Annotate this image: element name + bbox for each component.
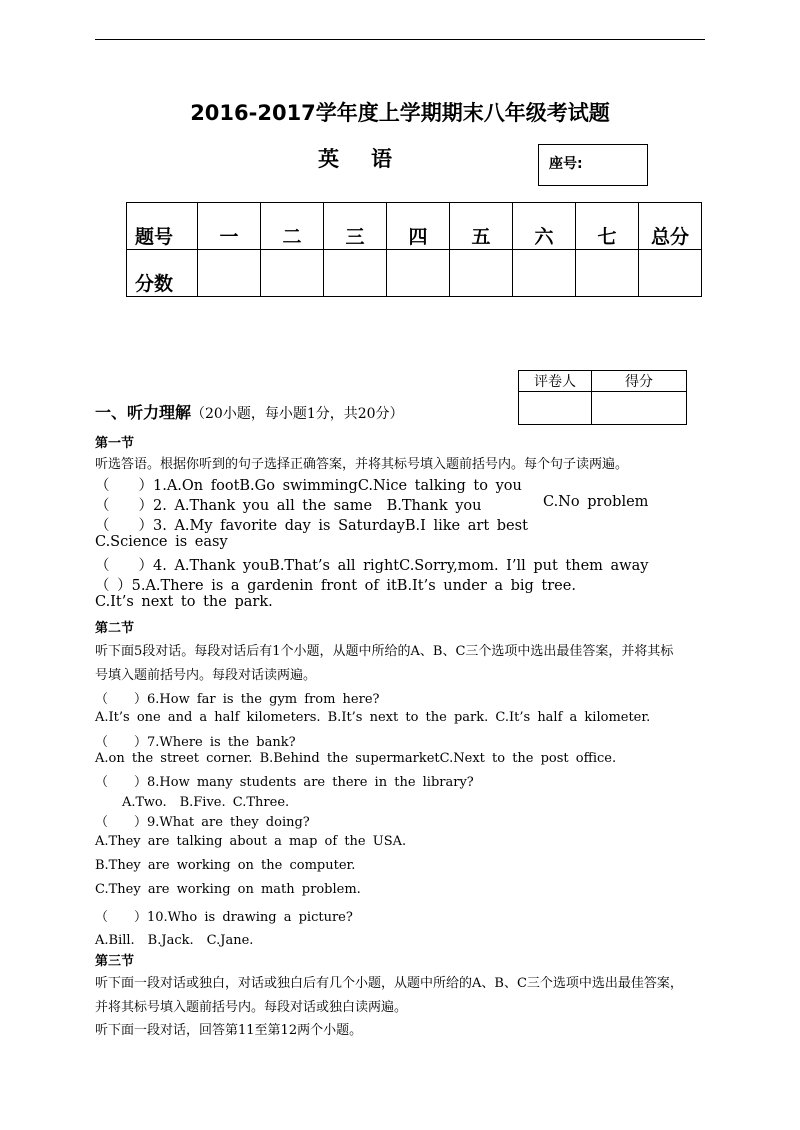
option-line: B.They are working on the computer. <box>95 858 356 873</box>
part2-instruction: 号填入题前括号内。每段对话读两遍。 <box>95 668 317 683</box>
option-line: A.Bill. B.Jack. C.Jane. <box>95 933 254 948</box>
part3-instruction: 听下面一段对话或独白，对话或独白后有几个小题，从题中所给的A、B、C三个选项中选出最佳答案， <box>95 976 683 991</box>
score-table-score-row <box>127 250 702 297</box>
score-header-cell: 二 <box>261 203 324 250</box>
part1-heading: 第一节 <box>95 436 135 451</box>
option-line: C.No problem <box>543 494 649 510</box>
part3-heading: 第三节 <box>95 954 135 969</box>
option-line: A.They are talking about a map of the USA. <box>95 834 407 849</box>
points-header: 得分 <box>592 371 687 392</box>
points-cell[interactable] <box>592 392 687 425</box>
score-header-cell: 一 <box>198 203 261 250</box>
score-cell[interactable] <box>576 250 639 297</box>
score-header-cell: 七 <box>576 203 639 250</box>
score-header-cell: 四 <box>387 203 450 250</box>
question-line: （ ）9.What are they doing? <box>95 815 310 830</box>
question-line: （ ）6.How far is the gym from here? <box>95 692 380 707</box>
question-line: （ ）10.Who is drawing a picture? <box>95 910 353 925</box>
question-line: （ ）5.A.There is a gardenin front of itB.It’s under a big tree. <box>95 578 576 594</box>
score-cell[interactable] <box>324 250 387 297</box>
question-line: （ ）3. A.My favorite day is SaturdayB.I like art best <box>95 518 528 534</box>
score-cell[interactable] <box>450 250 513 297</box>
score-table-header-row <box>127 203 702 250</box>
question-line: （ ）7.Where is the bank? <box>95 735 296 750</box>
section-heading <box>95 400 404 423</box>
question-line: （ ）4. A.Thank youB.That’s all rightC.Sorry,mom. I’ll put them away <box>95 558 649 574</box>
score-cell[interactable] <box>198 250 261 297</box>
option-line: A.Two. B.Five. C.Three. <box>122 795 290 810</box>
exam-title: 2016-2017学年度上学期期末八年级考试题 <box>190 101 610 125</box>
section-note: （20小题，每小题1分，共20分） <box>191 406 404 422</box>
question-line: （ ）8.How many students are there in the library? <box>95 775 474 790</box>
option-line: C.They are working on math problem. <box>95 882 361 897</box>
option-line: A.on the street corner. B.Behind the supermarketC.Next to the post office. <box>95 751 617 766</box>
score-row-label: 分数 <box>127 250 198 297</box>
part1-instruction: 听选答语。根据你听到的句子选择正确答案，并将其标号填入题前括号内。每个句子读两遍。 <box>95 457 629 472</box>
score-header-cell: 六 <box>513 203 576 250</box>
score-cell[interactable] <box>261 250 324 297</box>
score-cell[interactable] <box>387 250 450 297</box>
part3-instruction: 听下面一段对话，回答第11至第12两个小题。 <box>95 1023 363 1038</box>
score-header-cell: 题号 <box>127 203 198 250</box>
grader-cell[interactable] <box>519 392 592 425</box>
part3-instruction: 并将其标号填入题前括号内。每段对话或独白读两遍。 <box>95 1000 408 1015</box>
question-line: （ ）1.A.On footB.Go swimmingC.Nice talking to you <box>95 478 522 494</box>
option-line: A.It’s one and a half kilometers. B.It’s next to the park. C.It’s half a kilometer. <box>95 710 651 725</box>
seat-number-box[interactable] <box>538 144 648 186</box>
grader-table <box>518 370 687 425</box>
top-rule <box>95 39 705 40</box>
score-header-cell: 三 <box>324 203 387 250</box>
score-header-cell: 五 <box>450 203 513 250</box>
subject-title: 英语 <box>318 147 424 171</box>
grader-header: 评卷人 <box>519 371 592 392</box>
question-line: （ ）2. A.Thank you all the same B.Thank you <box>95 498 482 514</box>
part2-heading: 第二节 <box>95 621 135 636</box>
seat-label: 座号: <box>549 156 583 172</box>
score-table <box>126 202 702 297</box>
score-header-cell: 总分 <box>639 203 702 250</box>
option-line: C.It’s next to the park. <box>95 594 273 610</box>
score-cell[interactable] <box>639 250 702 297</box>
section-title: 一、听力理解 <box>95 403 192 422</box>
score-cell[interactable] <box>513 250 576 297</box>
part2-instruction: 听下面5段对话。每段对话后有1个小题，从题中所给的A、B、C三个选项中选出最佳答案，并将其标 <box>95 644 674 659</box>
option-line: C.Science is easy <box>95 534 228 550</box>
